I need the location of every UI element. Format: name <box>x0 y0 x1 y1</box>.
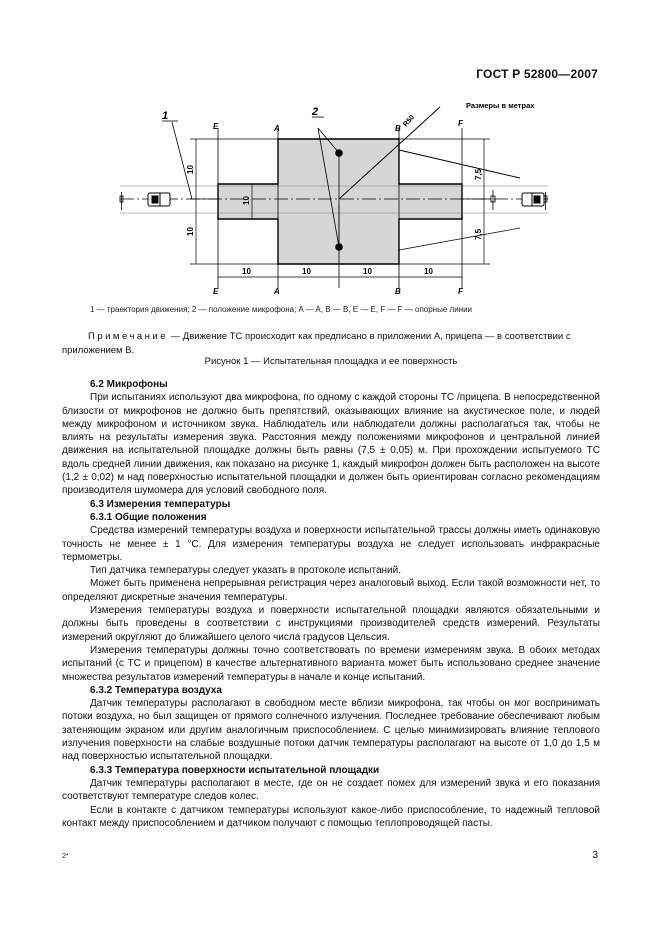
paragraph: Измерения температуры воздуха и поверхности испытательной площадки являются обязательными и должны быть проведены в соответствии с инструкциями производителей средств измерений. Результаты измерений округляют до ближайшего целого числа градусов Цельсия. <box>62 605 600 643</box>
dim-left-top: 10 <box>186 165 195 174</box>
section-6-3-title: 6.3 Измерения температуры <box>90 498 231 510</box>
figure-caption: Рисунок 1 — Испытательная площадка и ее поверхность <box>204 356 458 367</box>
label-1: 1 <box>162 110 169 122</box>
dim-right-bottom: 7,5 <box>474 228 483 240</box>
line-e-top: E <box>213 122 219 131</box>
section-6-3-3-title: 6.3.3 Температура поверхности испытательной площадки <box>90 764 380 776</box>
line-e-bottom: E <box>213 287 219 296</box>
dim-bottom-3: 10 <box>363 267 372 276</box>
paragraph: При испытаниях используют два микрофона, по одному с каждой стороны ТС /прицепа. В непосредственной близости от микрофонов не должно быть препятствий, оказывающих влияние на акустическое поле, и людей между микрофоном и источником звука. Наблюдатель или наблюдатели должны располагаться так, чтобы не влиять на результаты измерения звука. Расстояния между положениями микрофонов и центральной линией движения на испытательной площадке должны быть равны (7,5 ± 0,05) м. При прохождении испытуемого ТС вдоль средней линии движения, как показано на рисунке 1, каждый микрофон должен быть расположен на высоте (1,2 ± 0,02) м над поверхностью испытательной площадки и должен быть ориентирован согласно рекомендациям производителя шумомера для условий свободного поля. <box>62 392 600 497</box>
dim-left-bottom: 10 <box>186 227 195 236</box>
units-note: Размеры в метрах <box>466 101 535 110</box>
dim-right-top: 7,5 <box>474 168 483 180</box>
line-f-top: F <box>458 119 463 128</box>
vehicle-left-icon <box>148 193 170 206</box>
note-text: — Движение ТС происходит как предписано в приложении А, прицепа — в соответствии с приложением В. <box>62 331 571 356</box>
paragraph: Измерения температуры должны точно соответствовать по времени измерениям звука. В обоих методах испытаний (с ТС и прицепом) в качестве альтернативного варианта может быть использовано среднее значение множества результатов измерений температуры в начале и конце испытаний. <box>62 644 600 683</box>
section-6-3-1-title: 6.3.1 Общие положения <box>90 511 207 523</box>
paragraph: Датчик температуры располагают в свободном месте вблизи микрофона, так чтобы он мог воспринимать потоки воздуха, но был защищен от прямого солнечного излучения. Последнее требование обеспечивают любым затеняющим экраном или другим аналогичным приспособлением. С целью минимизировать влияние теплового излучения поверхности на слабые воздушные потоки датчик температуры располагают на высоте от 1,0 до 1,5 м над поверхностью испытательной площадки. <box>62 698 600 763</box>
dim-bottom-1: 10 <box>242 267 251 276</box>
figure-note <box>62 330 602 358</box>
line-b-bottom: B <box>395 287 401 296</box>
section-6-2-title: 6.2 Микрофоны <box>90 379 168 390</box>
figure-legend: 1 — траектория движения; 2 — положение микрофона; A — A, B — B, E — E, F — F — опорные линии <box>90 305 473 314</box>
radius-label: R50 <box>402 114 417 129</box>
sheet-mark: 2* <box>62 853 69 860</box>
page-number: 3 <box>592 850 598 861</box>
line-a-top: A <box>274 124 280 133</box>
label-2: 2 <box>312 106 319 118</box>
body-text <box>62 376 600 830</box>
dim-bottom-2: 10 <box>302 267 311 276</box>
paragraph: Может быть применена непрерывная регистрация через аналоговый выход. Если такой возможности нет, то определяют дискретные значения температуры. <box>62 578 600 603</box>
dim-inner: 10 <box>242 196 251 205</box>
paragraph: Если в контакте с датчиком температуры используют какое-либо приспособление, то надежный тепловой контакт между приспособлением и датчиком получают с помощью теплопроводящей пасты. <box>62 804 600 829</box>
document-header: ГОСТ Р 52800—2007 <box>476 67 598 81</box>
note-label: Примечание <box>88 331 168 342</box>
test-site-figure <box>0 92 662 302</box>
vehicle-right-icon <box>522 193 544 206</box>
line-b-top: B <box>395 124 401 133</box>
line-f-bottom: F <box>458 287 463 296</box>
paragraph: Тип датчика температуры следует указать в протоколе испытаний. <box>90 565 401 577</box>
section-6-3-2-title: 6.3.2 Температура воздуха <box>90 684 222 696</box>
line-a-bottom: A <box>274 287 280 296</box>
paragraph: Средства измерений температуры воздуха и поверхности испытательной трассы должны иметь одинаковую точность не менее ± 1 °С. Для измерения температуры воздуха не следует использовать инфракрасные термометры. <box>62 525 600 563</box>
paragraph: Датчик температуры располагают в месте, где он не создает помех для измерений звука и его показания соответствуют температуре следов колес. <box>62 777 600 803</box>
dim-bottom-4: 10 <box>424 267 433 276</box>
